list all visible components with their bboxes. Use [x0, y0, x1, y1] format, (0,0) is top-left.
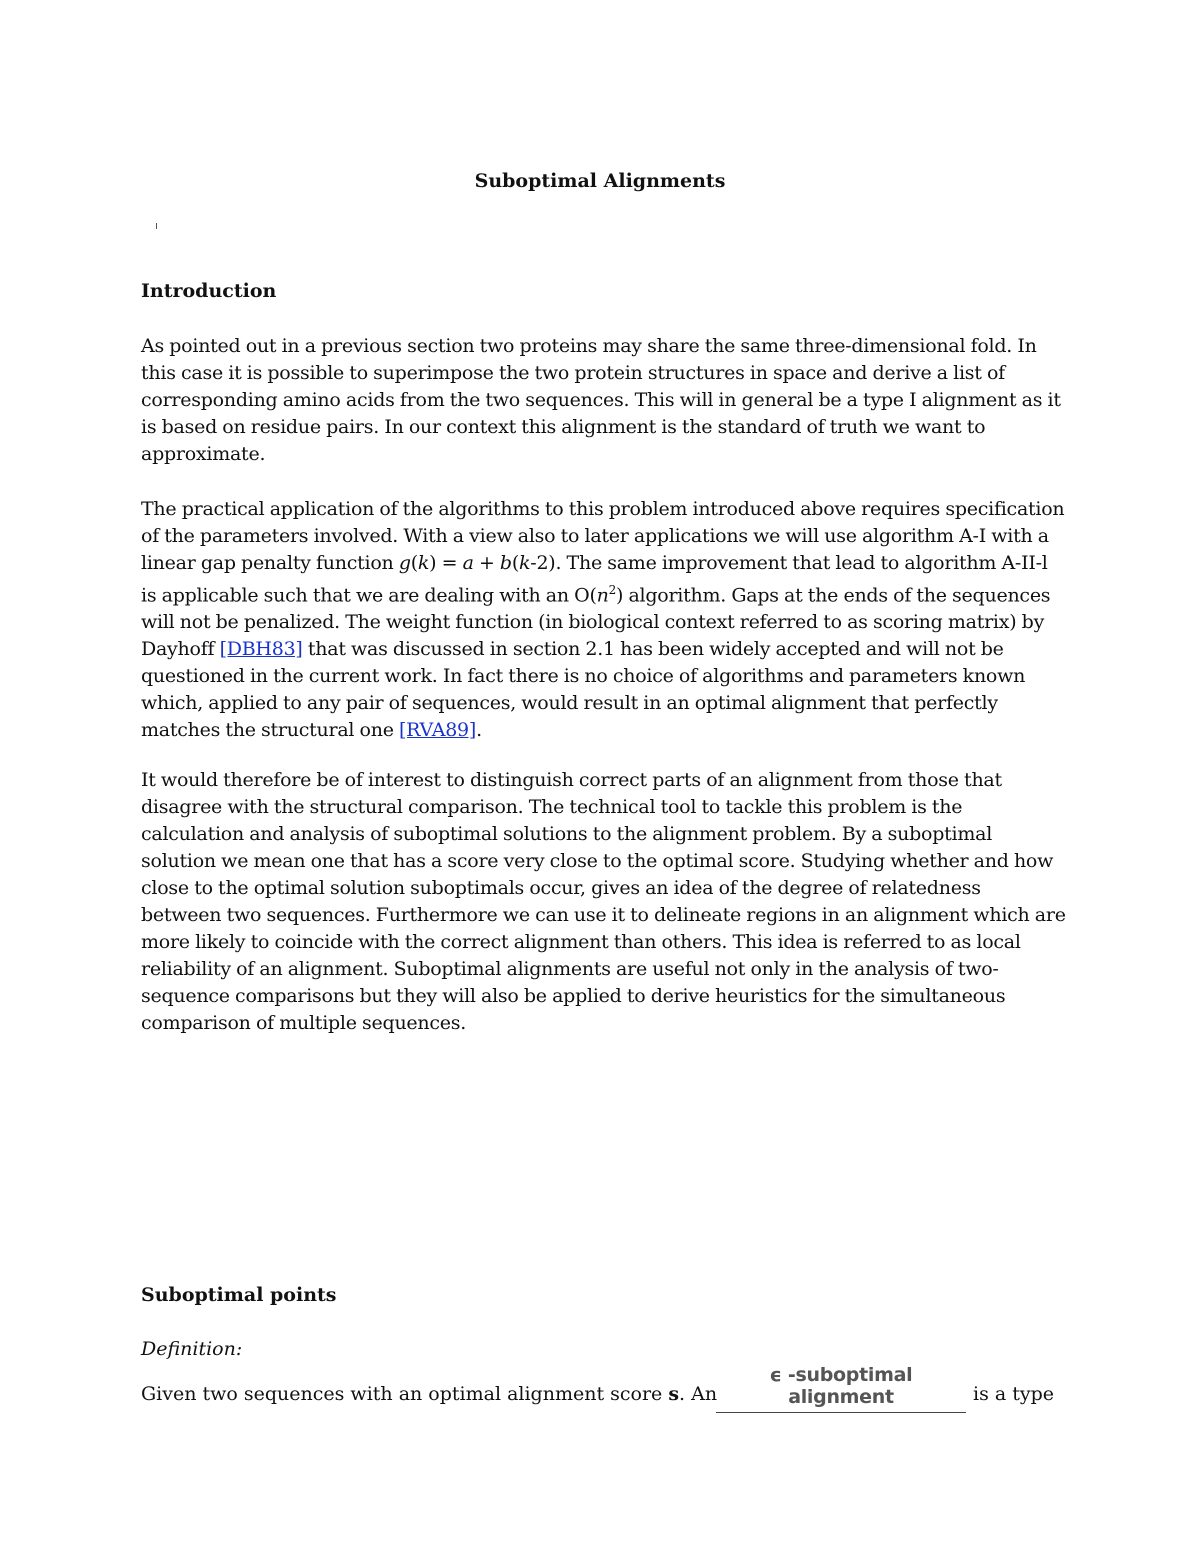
- complexity-exponent: 2: [608, 583, 616, 597]
- p2-text-2: -2). The same improvement that lead to algorithm A-II-l is applicable such that we are dealing with an O(: [141, 552, 1048, 607]
- p2-text-1: The practical application of the algorithms to this problem introduced above requires specification of the parameters involved. With a view also to later applications we will use algorithm A-I with a linear gap penalty function: [141, 498, 1065, 574]
- term-epsilon-suboptimal: ϵ -suboptimal alignment: [769, 1364, 913, 1408]
- stray-mark: [156, 223, 157, 229]
- definition-text-mid: . An: [679, 1383, 718, 1405]
- formula-plus: +: [473, 552, 500, 574]
- definition-text-start: Given two sequences with an optimal alignment score: [141, 1383, 669, 1405]
- intro-paragraph-1: As pointed out in a previous section two proteins may share the same three-dimensional fold. In this case it is possible to superimpose the two protein structures in space and derive a list of corresponding amino acids from the two sequences. This will in general be a type I alignment as it is based on residue pairs. In our context this alignment is the standard of truth we want to approximate.: [141, 335, 1061, 465]
- citation-link-dbh83[interactable]: [DBH83]: [219, 638, 303, 661]
- term-field: [716, 1364, 966, 1413]
- term-underline: [716, 1412, 966, 1413]
- formula-b: b: [499, 552, 512, 574]
- definition-label: Definition:: [141, 1338, 243, 1360]
- intro-paragraph-2: The practical application of the algorithms to this problem introduced above requires specification of the parameters involved. With a view also to later applications we will use algorithm A-I with a linear gap penalty function g(k) = a + b(k-2). The same improvement that lead to algorithm A-II-l is applicable such that we are dealing with an $O(n^2)$ algorithm. Gaps at the ends of the sequences will not be penalized. The weight function (in biological context referred to as scoring matrix) by Dayhoff [DBH83] that was discussed in section 2.1 has been widely accepted and will not be questioned in the current work. In fact there is no choice of algorithms and parameters known which, applied to any pair of sequences, would result in an optimal alignment that perfectly matches the structural one [RVA89].: [141, 498, 1065, 742]
- section-heading-suboptimal-points: Suboptimal points: [141, 1284, 337, 1306]
- formula-a: a: [462, 552, 474, 574]
- formula-eq: ) =: [429, 552, 463, 574]
- definition-text-end: is a type: [973, 1383, 1055, 1405]
- p2-text-5: .: [476, 719, 482, 742]
- citation-link-rva89[interactable]: [RVA89]: [399, 719, 477, 742]
- p2-text-3: ) algorithm. Gaps at the ends of the sequences will not be penalized. The weight function (in biological context referred to as scoring matrix) by Dayhoff: [141, 584, 1051, 661]
- formula-k2: k: [519, 552, 531, 574]
- intro-paragraph-3: It would therefore be of interest to distinguish correct parts of an alignment from those that disagree with the structural comparison. The technical tool to tackle this problem is the calculation and analysis of suboptimal solutions to the alignment problem. By a suboptimal solution we mean one that has a score very close to the optimal score. Studying whether and how close to the optimal solution suboptimals occur, gives an idea of the degree of relatedness between two sequences. Furthermore we can use it to delineate regions in an alignment which are more likely to coincide with the correct alignment than others. This idea is referred to as local reliability of an alignment. Suboptimal alignments are useful not only in the analysis of two-sequence comparisons but they will also be applied to derive heuristics for the simultaneous comparison of multiple sequences.: [141, 769, 1066, 1034]
- score-symbol: s: [668, 1383, 680, 1405]
- p2-text-4: that was discussed in section 2.1 has been widely accepted and will not be questioned in the current work. In fact there is no choice of algorithms and parameters known which, applied to any pair of sequences, would result in an optimal alignment that perfectly matches the structural one: [141, 638, 1026, 742]
- page-title: Suboptimal Alignments: [474, 170, 726, 192]
- section-heading-introduction: Introduction: [141, 280, 277, 302]
- formula-g: g: [398, 552, 411, 574]
- formula-k: k: [417, 552, 430, 574]
- complexity-n: n: [596, 584, 609, 607]
